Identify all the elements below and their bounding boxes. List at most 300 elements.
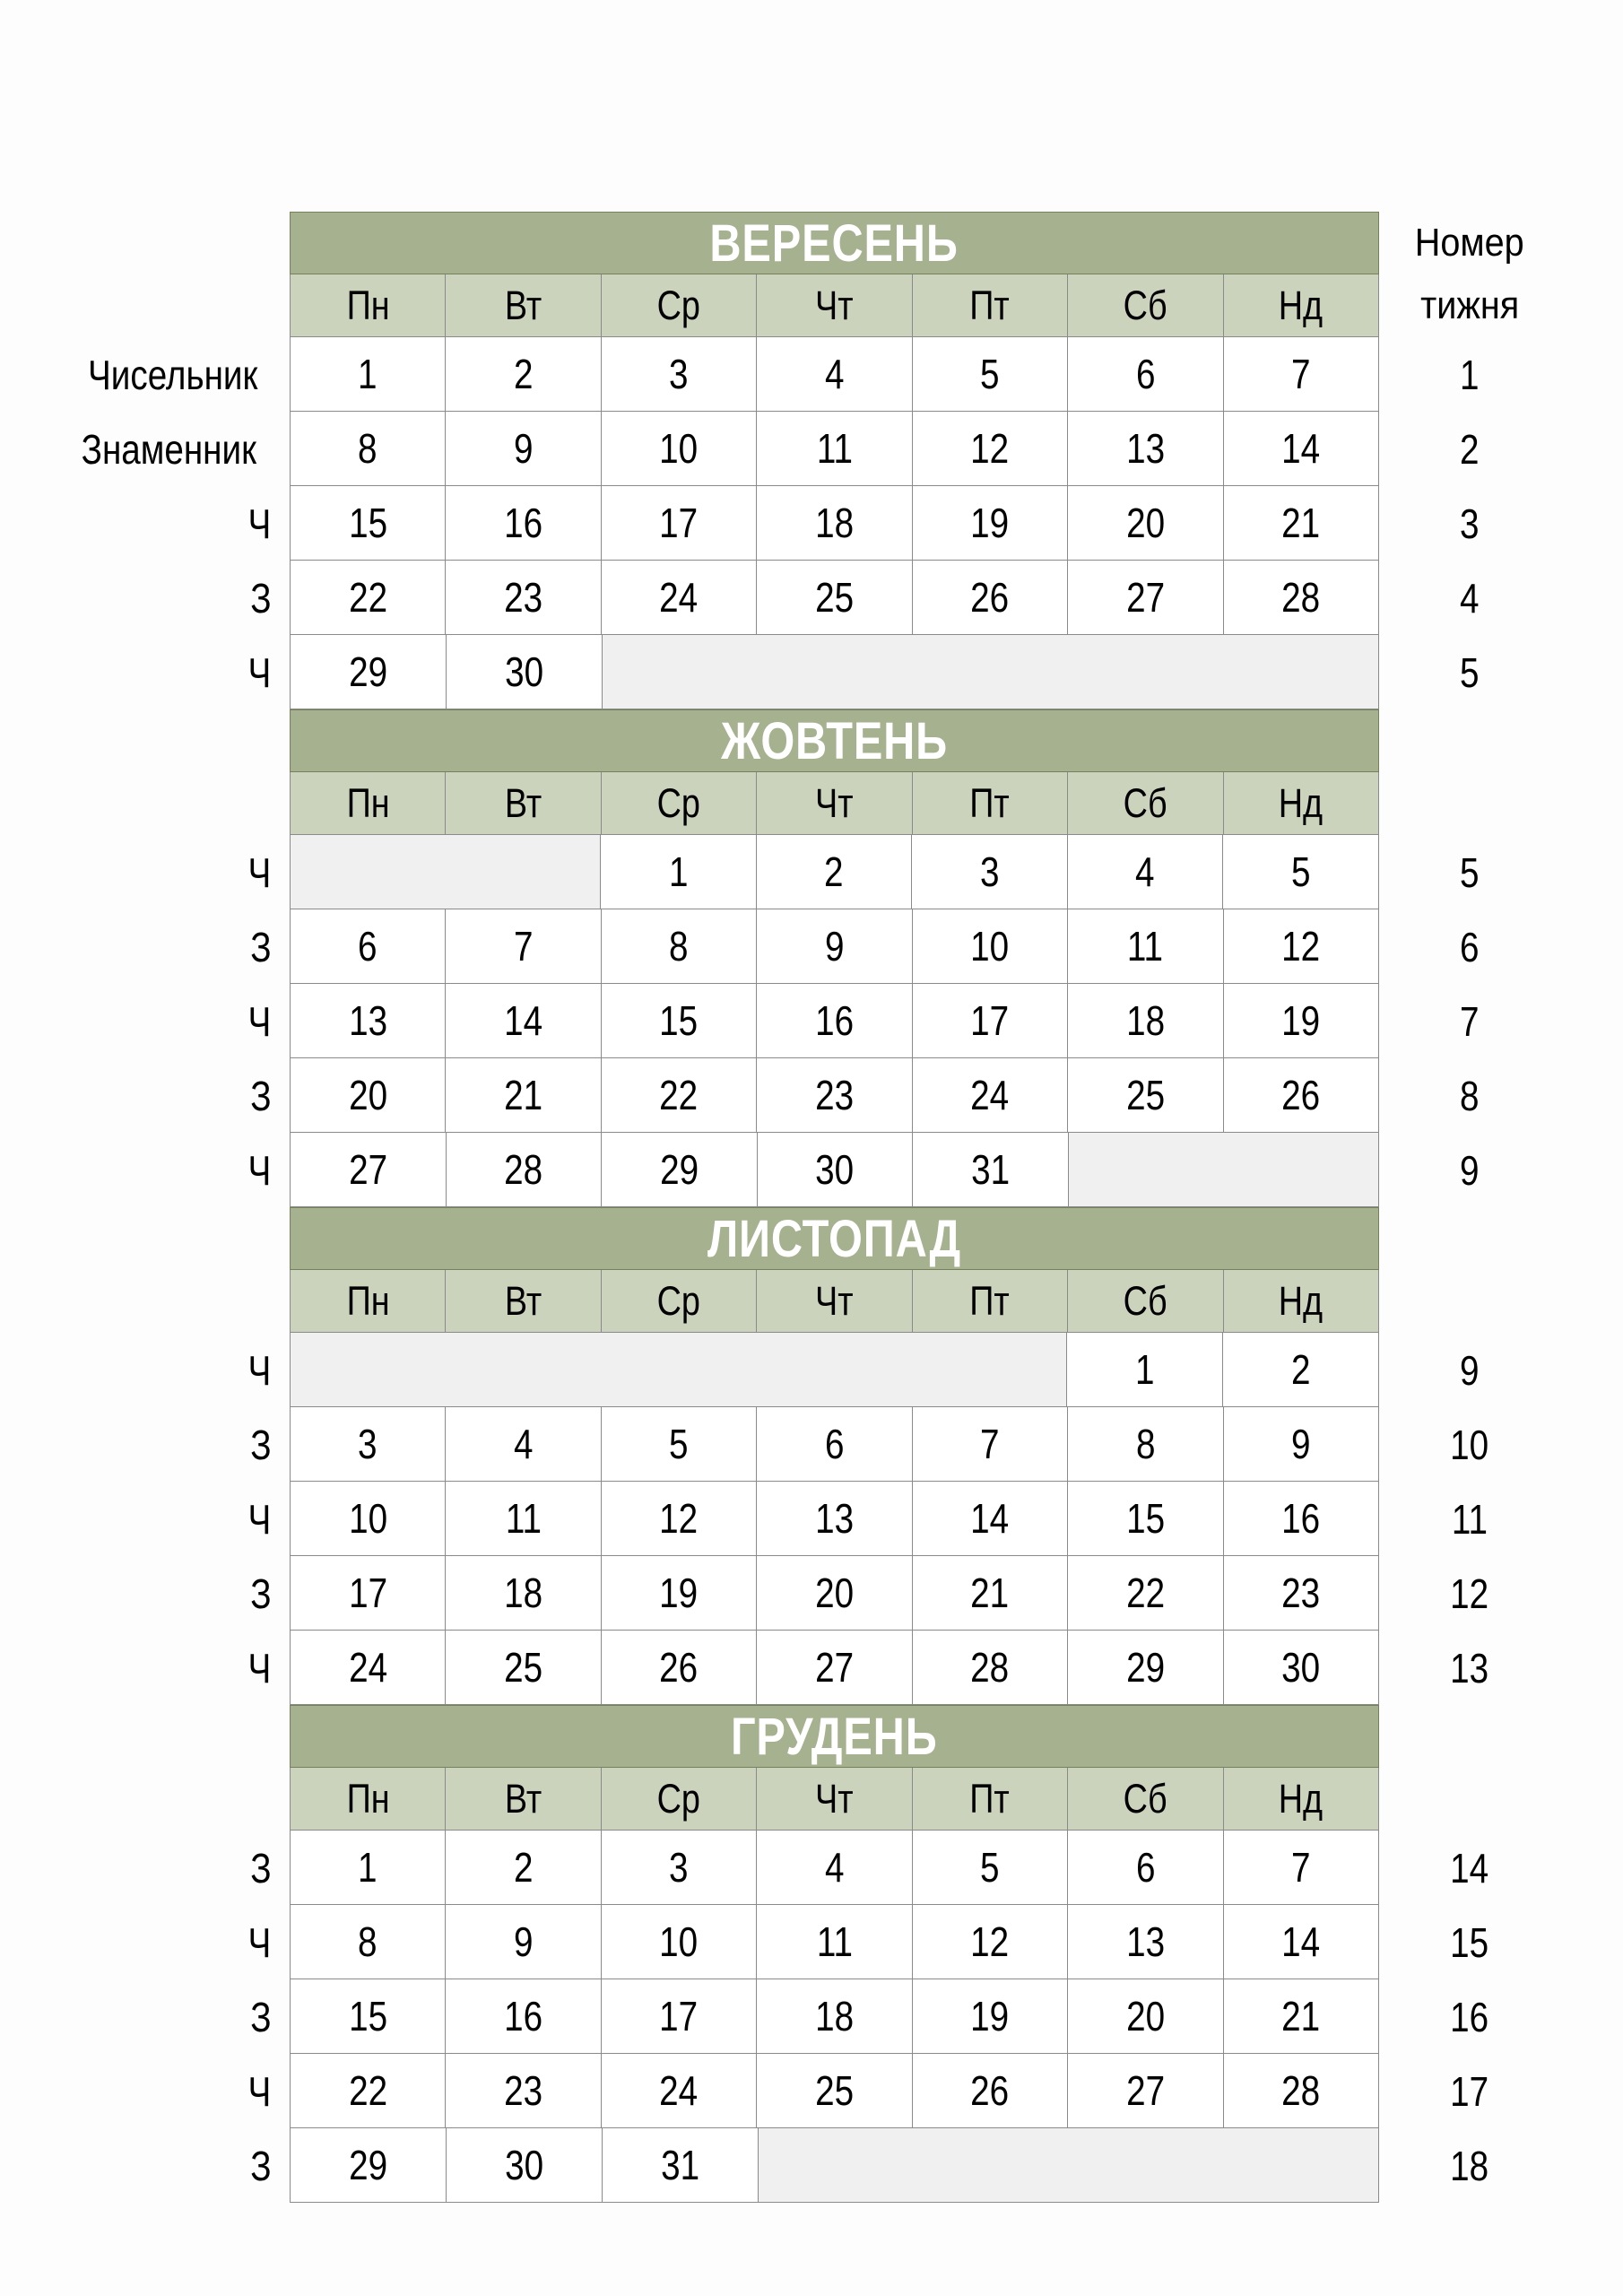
date-cell-text: 15 (1125, 1495, 1165, 1542)
week-parity-label: Ч (247, 1918, 272, 1966)
date-cell (601, 337, 756, 411)
date-cell-text: 8 (358, 425, 378, 472)
date-cell-text: 19 (1281, 997, 1321, 1044)
date-cell (912, 2054, 1067, 2127)
date-cell (1222, 1333, 1378, 1406)
date-cell-text: 20 (814, 1570, 854, 1616)
date-cell (912, 337, 1067, 411)
date-cell-text: 31 (660, 2142, 699, 2188)
day-header-cell (912, 1768, 1067, 1830)
date-cell-text: 16 (504, 500, 543, 546)
date-cell-text: 25 (1125, 1072, 1165, 1118)
date-cell (445, 561, 600, 634)
date-cell (445, 1831, 600, 1904)
left-gutter (54, 274, 290, 337)
date-cell (756, 1058, 911, 1132)
date-cell (1067, 1831, 1222, 1904)
date-cell-text: 23 (504, 2067, 543, 2114)
date-cell-text: 3 (669, 1844, 689, 1891)
date-cell-text: 16 (814, 997, 854, 1044)
dates-band (290, 337, 1379, 412)
week-number-cell (1379, 2054, 1560, 2128)
date-cell (1223, 2054, 1378, 2127)
date-cell-text: 2 (513, 351, 534, 397)
date-cell-text: 21 (1281, 1993, 1321, 2039)
date-cell (291, 1631, 445, 1704)
date-cell-text: 4 (513, 1421, 534, 1467)
week-number-column-header-top (1379, 1705, 1560, 1768)
week-row (54, 1407, 1560, 1482)
day-header-cell-text: Ср (656, 1277, 701, 1324)
week-parity-label: З (250, 1844, 272, 1892)
date-cell (912, 1979, 1067, 2053)
date-cell-text: 18 (814, 500, 854, 546)
week-number-cell (1379, 835, 1560, 909)
date-cell (1223, 984, 1378, 1057)
date-cell-text: 25 (504, 1644, 543, 1691)
week-parity-label: Ч (247, 1495, 272, 1543)
week-number: 9 (1460, 1346, 1480, 1394)
empty-cell-range (602, 635, 1378, 709)
week-row (54, 1482, 1560, 1556)
day-header-cell (756, 274, 911, 336)
week-number-cell (1379, 1905, 1560, 1979)
date-cell (756, 1482, 911, 1555)
date-cell-text: 5 (980, 351, 1000, 397)
month-title: ЛИСТОПАД (707, 1209, 962, 1268)
date-cell-text: 12 (1281, 923, 1321, 970)
week-number: 17 (1450, 2067, 1489, 2115)
date-cell-text: 23 (504, 574, 543, 621)
date-cell-text: 5 (980, 1844, 1000, 1891)
date-cell-text: 22 (1125, 1570, 1165, 1616)
week-number-cell (1379, 486, 1560, 561)
date-cell (445, 1979, 600, 2053)
empty-cell-range (291, 835, 600, 909)
week-number: 5 (1460, 848, 1480, 896)
week-row (54, 1831, 1560, 1905)
date-cell-text: 21 (970, 1570, 1010, 1616)
dates-band (290, 486, 1379, 561)
week-parity-label-cell (54, 2054, 290, 2128)
week-number-column-header-bottom (1379, 772, 1560, 835)
date-cell (446, 635, 602, 709)
date-cell (446, 2128, 602, 2202)
date-cell-text: 16 (504, 1993, 543, 2039)
date-cell-text: 2 (1290, 1346, 1311, 1393)
week-parity-label-cell (54, 1979, 290, 2054)
date-cell-text: 15 (348, 500, 387, 546)
date-cell (601, 1831, 756, 1904)
day-header-cell-text: Ср (656, 779, 701, 826)
week-number: 15 (1450, 1918, 1489, 1966)
date-cell-text: 15 (659, 997, 699, 1044)
date-cell (1067, 486, 1222, 560)
date-cell (601, 561, 756, 634)
day-header-cell (1067, 1768, 1222, 1830)
date-cell (1223, 1556, 1378, 1630)
empty-cell-range (1068, 1133, 1378, 1206)
day-header-cell (1067, 274, 1222, 336)
day-header-cell (912, 274, 1067, 336)
date-cell (291, 1556, 445, 1630)
week-parity-label-cell (54, 1333, 290, 1407)
month-title-band (290, 212, 1379, 274)
date-cell (602, 2128, 758, 2202)
date-cell (291, 337, 445, 411)
date-cell-text: 27 (1125, 574, 1165, 621)
date-cell-text: 18 (1125, 997, 1165, 1044)
day-header-cell-text: Пн (346, 779, 390, 826)
week-parity-label: Ч (247, 1644, 272, 1692)
date-cell (601, 1482, 756, 1555)
date-cell (1223, 1905, 1378, 1979)
day-header-cell-text: Ср (656, 1775, 701, 1822)
week-parity-label-cell (54, 486, 290, 561)
date-cell (446, 1133, 602, 1206)
week-row (54, 2128, 1560, 2203)
day-header-cell-text: Сб (1123, 1277, 1167, 1324)
week-number: 2 (1460, 425, 1480, 473)
week-row (54, 486, 1560, 561)
date-cell (912, 1831, 1067, 1904)
date-cell (911, 835, 1067, 909)
week-number-cell (1379, 337, 1560, 412)
month-title-band (290, 709, 1379, 772)
week-number: 3 (1460, 500, 1480, 547)
month-block (54, 709, 1560, 1207)
date-cell (912, 1905, 1067, 1979)
date-cell-text: 28 (504, 1146, 543, 1193)
date-cell-text: 18 (504, 1570, 543, 1616)
date-cell-text: 9 (1290, 1421, 1311, 1467)
month-title: ГРУДЕНЬ (731, 1707, 938, 1766)
day-header-cell-text: Нд (1279, 1775, 1324, 1822)
empty-cell-range (758, 2128, 1378, 2202)
date-cell-text: 14 (1281, 425, 1321, 472)
date-cell-text: 28 (1281, 574, 1321, 621)
date-cell-text: 17 (348, 1570, 387, 1616)
date-cell-text: 3 (979, 848, 1000, 895)
date-cell-text: 11 (1127, 923, 1164, 970)
day-header-cell-text: Нд (1279, 1277, 1324, 1324)
date-cell (756, 909, 911, 983)
date-cell (291, 1831, 445, 1904)
date-cell-text: 27 (348, 1146, 387, 1193)
week-number: 6 (1460, 923, 1480, 970)
date-cell (291, 1979, 445, 2053)
date-cell (1223, 561, 1378, 634)
date-cell (912, 1556, 1067, 1630)
date-cell (1067, 1482, 1222, 1555)
week-parity-label-cell (54, 2128, 290, 2203)
date-cell (601, 1631, 756, 1704)
date-cell-text: 10 (970, 923, 1010, 970)
date-cell-text: 8 (358, 1918, 378, 1965)
day-header-cell (1223, 274, 1378, 336)
day-header-cell-text: Нд (1279, 282, 1324, 328)
date-cell (912, 984, 1067, 1057)
day-header-cell (291, 274, 445, 336)
day-header-cell-text: Чт (815, 282, 854, 328)
date-cell (1223, 1058, 1378, 1132)
week-parity-label: Ч (247, 1346, 272, 1394)
day-header-cell (291, 1768, 445, 1830)
date-cell-text: 14 (504, 997, 543, 1044)
week-number: 18 (1450, 2142, 1489, 2189)
week-parity-label: З (250, 574, 272, 622)
day-header-cell-text: Сб (1123, 779, 1167, 826)
date-cell (757, 1133, 913, 1206)
date-cell-text: 26 (970, 574, 1010, 621)
week-number: 5 (1460, 648, 1480, 696)
date-cell-text: 7 (513, 923, 534, 970)
date-cell (1223, 909, 1378, 983)
date-cell-text: 7 (1290, 351, 1311, 397)
week-number: 7 (1460, 997, 1480, 1045)
dates-band (290, 1979, 1379, 2054)
date-cell-text: 4 (824, 351, 845, 397)
date-cell-text: 3 (358, 1421, 378, 1467)
date-cell (291, 486, 445, 560)
date-cell (601, 486, 756, 560)
date-cell-text: 24 (970, 1072, 1010, 1118)
month-title: ВЕРЕСЕНЬ (709, 213, 959, 273)
date-cell-text: 6 (1135, 1844, 1156, 1891)
dates-band (290, 561, 1379, 635)
date-cell (912, 412, 1067, 485)
week-parity-label: З (250, 1570, 272, 1617)
date-cell (1223, 337, 1378, 411)
date-cell (912, 561, 1067, 634)
date-cell (445, 909, 600, 983)
week-number-cell (1379, 1058, 1560, 1133)
date-cell-text: 17 (659, 500, 699, 546)
day-header-cell-text: Пн (346, 282, 390, 328)
week-row (54, 1905, 1560, 1979)
day-header-cell-text: Пн (346, 1277, 390, 1324)
week-parity-label: З (250, 2142, 272, 2189)
day-header-cell (601, 1270, 756, 1332)
dates-band (290, 1905, 1379, 1979)
date-cell (445, 1631, 600, 1704)
week-column-header-line1: Номер (1415, 221, 1524, 265)
date-cell (756, 835, 912, 909)
date-cell-text: 27 (1125, 2067, 1165, 2114)
day-header-band (290, 1270, 1379, 1333)
date-cell (601, 909, 756, 983)
date-cell-text: 18 (814, 1993, 854, 2039)
date-cell-text: 29 (348, 2142, 387, 2188)
date-cell-text: 30 (505, 648, 543, 695)
month-title: ЖОВТЕНЬ (721, 711, 948, 770)
date-cell (601, 1905, 756, 1979)
dates-band (290, 1133, 1379, 1207)
day-header-cell (1067, 1270, 1222, 1332)
date-cell-text: 19 (970, 1993, 1010, 2039)
week-number-cell (1379, 561, 1560, 635)
week-number: 10 (1450, 1421, 1489, 1468)
week-column-header-line2: тижня (1419, 283, 1520, 327)
left-gutter (54, 1270, 290, 1333)
date-cell-text: 11 (505, 1495, 542, 1542)
date-cell (601, 1407, 756, 1481)
date-cell-text: 28 (970, 1644, 1010, 1691)
date-cell-text: 22 (348, 2067, 387, 2114)
date-cell-text: 28 (1281, 2067, 1321, 2114)
week-number: 9 (1460, 1146, 1480, 1194)
week-number-cell (1379, 412, 1560, 486)
date-cell (756, 1831, 911, 1904)
date-cell (601, 1556, 756, 1630)
dates-band (290, 984, 1379, 1058)
dates-band (290, 2128, 1379, 2203)
date-cell (600, 835, 756, 909)
date-cell-text: 20 (1125, 500, 1165, 546)
day-header-cell-text: Пт (969, 779, 1011, 826)
week-parity-label: Ч (247, 648, 272, 696)
date-cell-text: 17 (970, 997, 1010, 1044)
dates-band (290, 1058, 1379, 1133)
week-parity-label-cell (54, 1482, 290, 1556)
week-number: 14 (1450, 1844, 1489, 1892)
date-cell-text: 10 (659, 1918, 699, 1965)
date-cell (1067, 1407, 1222, 1481)
month-title-band (290, 1207, 1379, 1270)
date-cell-text: 26 (970, 2067, 1010, 2114)
date-cell (1223, 1631, 1378, 1704)
week-parity-label-cell (54, 1905, 290, 1979)
date-cell-text: 30 (815, 1146, 855, 1193)
week-parity-label-cell (54, 635, 290, 709)
week-number-column-header-top (1379, 212, 1560, 274)
week-parity-label: З (250, 1421, 272, 1468)
week-row (54, 1133, 1560, 1207)
date-cell-text: 29 (1125, 1644, 1165, 1691)
week-parity-label: Ч (247, 997, 272, 1045)
week-row (54, 1556, 1560, 1631)
date-cell (291, 561, 445, 634)
date-cell-text: 22 (659, 1072, 699, 1118)
date-cell (1067, 1556, 1222, 1630)
date-cell (1067, 1979, 1222, 2053)
date-cell-text: 13 (814, 1495, 854, 1542)
date-cell-text: 7 (980, 1421, 1000, 1467)
week-row (54, 1631, 1560, 1705)
date-cell-text: 24 (348, 1644, 387, 1691)
date-cell-text: 23 (814, 1072, 854, 1118)
date-cell-text: 1 (358, 1844, 378, 1891)
date-cell (912, 1482, 1067, 1555)
date-cell-text: 11 (816, 1918, 853, 1965)
week-number-column-header-bottom (1379, 274, 1560, 337)
date-cell-text: 19 (970, 500, 1010, 546)
date-cell-text: 14 (1281, 1918, 1321, 1965)
date-cell-text: 13 (1125, 425, 1165, 472)
date-cell (291, 1407, 445, 1481)
month-block (54, 1705, 1560, 2203)
week-number-cell (1379, 1631, 1560, 1705)
date-cell (445, 412, 600, 485)
day-header-row (54, 772, 1560, 835)
date-cell (912, 1133, 1068, 1206)
date-cell (291, 1058, 445, 1132)
date-cell-text: 12 (970, 1918, 1010, 1965)
date-cell (445, 1482, 600, 1555)
date-cell-text: 6 (1135, 351, 1156, 397)
week-row (54, 1333, 1560, 1407)
month-band-row (54, 709, 1560, 772)
day-header-cell (445, 274, 600, 336)
dates-band (290, 2054, 1379, 2128)
date-cell-text: 30 (1281, 1644, 1321, 1691)
date-cell-text: 10 (659, 425, 699, 472)
date-cell (912, 1058, 1067, 1132)
date-cell-text: 16 (1281, 1495, 1321, 1542)
date-cell-text: 26 (659, 1644, 699, 1691)
week-number-cell (1379, 1482, 1560, 1556)
date-cell (445, 486, 600, 560)
day-header-cell (1223, 1270, 1378, 1332)
dates-band (290, 1831, 1379, 1905)
empty-cell-range (291, 1333, 1066, 1406)
week-parity-label: З (250, 1993, 272, 2040)
day-header-cell-text: Чт (815, 1775, 854, 1822)
date-cell (1067, 1058, 1222, 1132)
date-cell-text: 4 (824, 1844, 845, 1891)
date-cell-text: 6 (824, 1421, 845, 1467)
month-band-row (54, 1705, 1560, 1768)
left-gutter (54, 1768, 290, 1831)
date-cell-text: 12 (970, 425, 1010, 472)
date-cell (291, 1482, 445, 1555)
day-header-cell-text: Ср (656, 282, 701, 328)
date-cell-text: 31 (971, 1146, 1011, 1193)
day-header-band (290, 1768, 1379, 1831)
date-cell-text: 13 (1125, 1918, 1165, 1965)
date-cell (291, 1133, 446, 1206)
day-header-row (54, 1768, 1560, 1831)
dates-band (290, 1333, 1379, 1407)
day-header-cell-text: Чт (815, 1277, 854, 1324)
month-title-band (290, 1705, 1379, 1768)
date-cell (1067, 412, 1222, 485)
dates-band (290, 909, 1379, 984)
date-cell (1223, 1482, 1378, 1555)
month-band-row (54, 1207, 1560, 1270)
date-cell (1067, 909, 1222, 983)
week-number-cell (1379, 1333, 1560, 1407)
week-number: 8 (1460, 1072, 1480, 1119)
date-cell (601, 984, 756, 1057)
week-number: 13 (1450, 1644, 1489, 1692)
day-header-cell-text: Сб (1123, 1775, 1167, 1822)
day-header-cell-text: Пт (969, 1277, 1011, 1324)
date-cell-text: 27 (814, 1644, 854, 1691)
date-cell (756, 337, 911, 411)
month-block (54, 1207, 1560, 1705)
week-number-column-header-bottom (1379, 1768, 1560, 1831)
month-block (54, 212, 1560, 709)
week-row (54, 984, 1560, 1058)
week-row (54, 561, 1560, 635)
week-parity-label: Чисельник (87, 351, 257, 398)
day-header-cell (445, 1270, 600, 1332)
week-number: 4 (1460, 574, 1480, 622)
week-parity-label-cell (54, 1133, 290, 1207)
date-cell-text: 9 (513, 425, 534, 472)
week-parity-label-cell (54, 909, 290, 984)
